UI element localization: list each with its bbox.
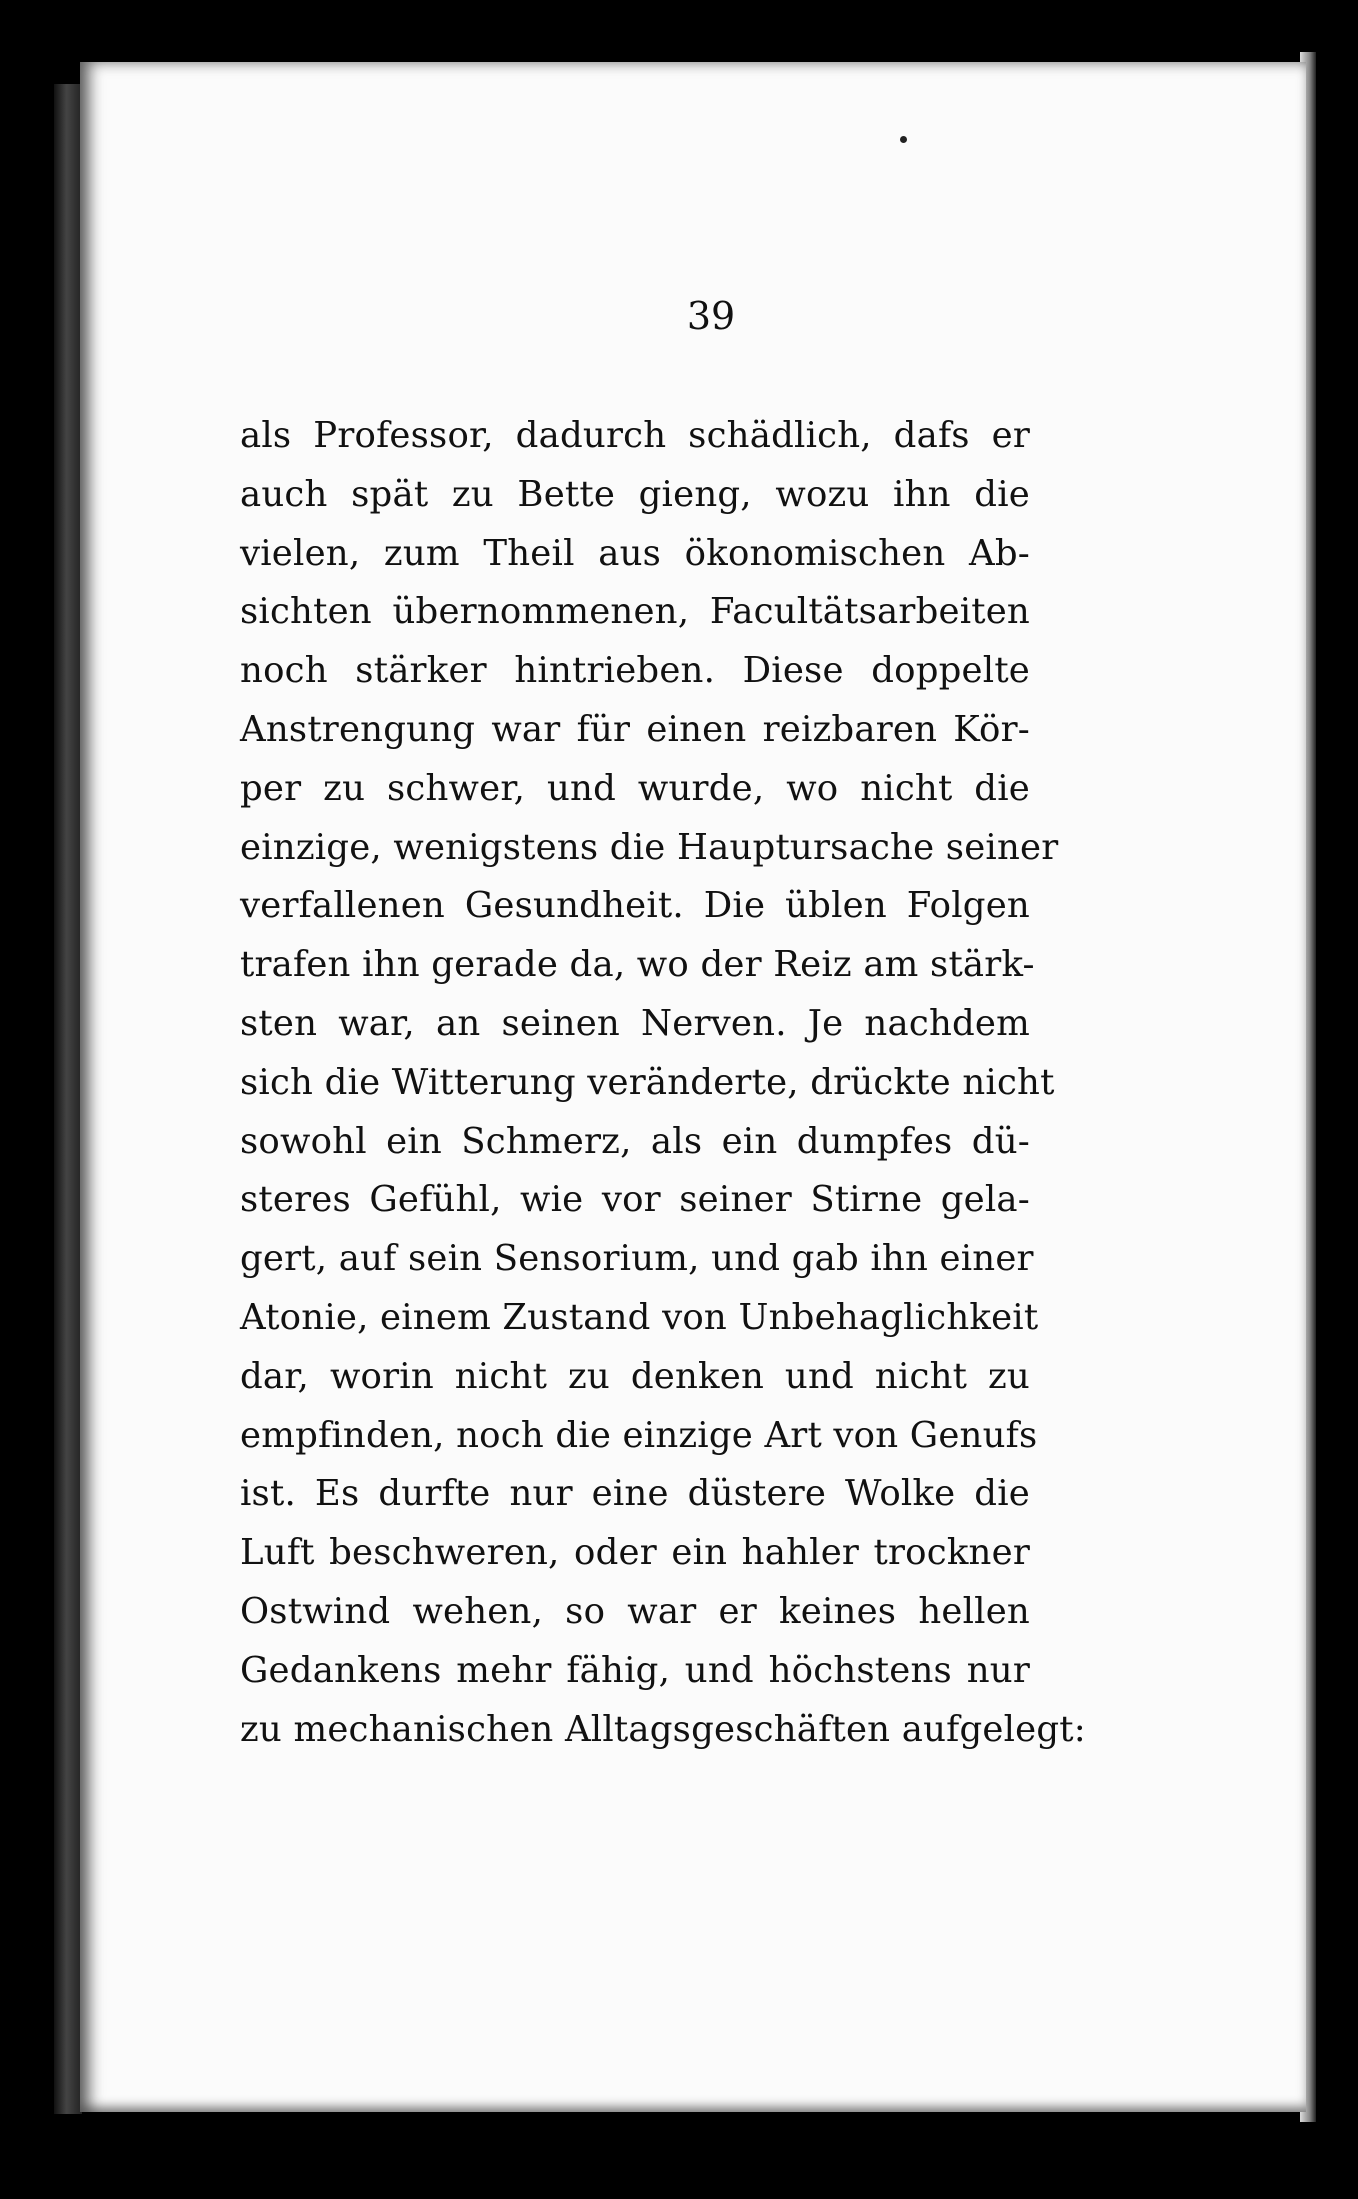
ink-speck [900,136,907,143]
text-line: sowohl ein Schmerz, als ein dumpfes dü- [240,1120,1030,1162]
text-line: ist. Es durfte nur eine düstere Wolke die [240,1473,1030,1515]
text-line: Gedankens mehr fähig, und höchstens nur [240,1649,1030,1691]
book-page [80,62,1306,2112]
page-edge-left [54,84,82,2114]
text-line: empfinden, noch die einzige Art von Genufs [240,1414,1038,1456]
text-line: trafen ihn gerade da, wo der Reiz am stärk- [240,944,1035,986]
text-line: auch spät zu Bette gieng, wozu ihn die [240,473,1030,515]
text-line: vielen, zum Theil aus ökonomischen Ab- [240,532,1030,574]
text-line: sten war, an seinen Nerven. Je nachdem [240,1002,1030,1044]
text-line: per zu schwer, und wurde, wo nicht die [240,767,1030,809]
text-line: sichten übernommenen, Facultätsarbeiten [240,591,1030,633]
text-line: sich die Witterung veränderte, drückte nicht [240,1061,1055,1103]
text-line: Ostwind wehen, so war er keines hellen [240,1590,1030,1632]
text-line: verfallenen Gesundheit. Die üblen Folgen [240,885,1030,927]
text-line: gert, auf sein Sensorium, und gab ihn einer [240,1238,1034,1280]
text-line: dar, worin nicht zu denken und nicht zu [240,1355,1030,1397]
text-line: zu mechanischen Alltagsgeschäften aufgelegt: [240,1708,1086,1750]
text-line: Luft beschweren, oder ein hahler trockner [240,1532,1030,1574]
page-number: 39 [686,294,736,338]
text-line: Anstrengung war für einen reizbaren Kör- [240,708,1030,750]
body-text [240,407,1086,1759]
text-line: steres Gefühl, wie vor seiner Stirne gela- [240,1179,1030,1221]
text-line: einzige, wenigstens die Hauptursache seiner [240,826,1059,868]
text-line: Atonie, einem Zustand von Unbehaglichkeit [240,1296,1039,1338]
text-line: noch stärker hintrieben. Diese doppelte [240,650,1030,692]
text-line: als Professor, dadurch schädlich, dafs er [240,415,1030,456]
